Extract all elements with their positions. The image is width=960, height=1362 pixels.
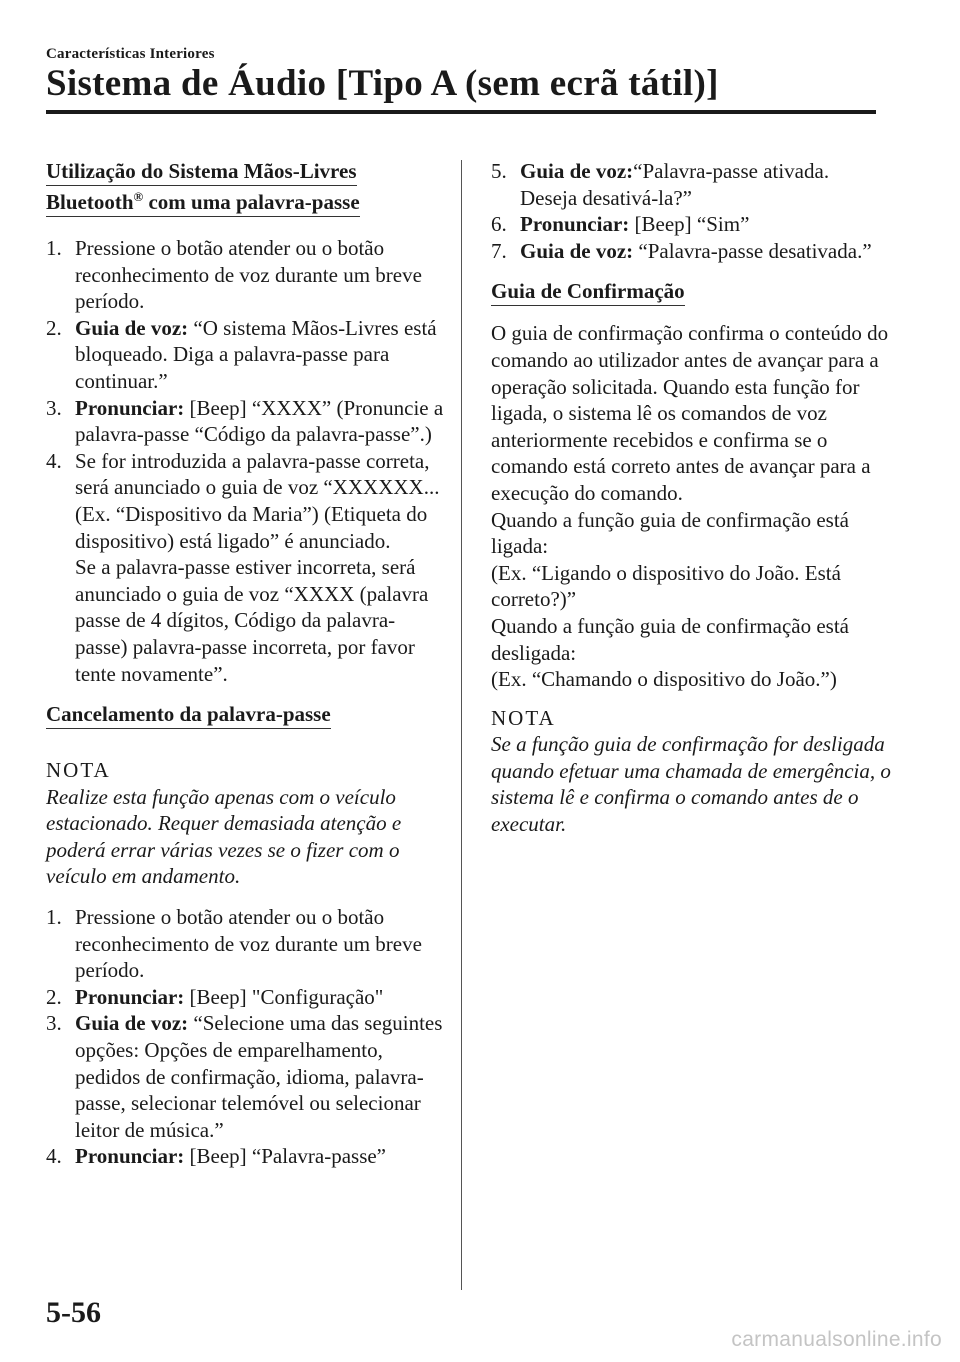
- left-column: [46, 158, 446, 1170]
- cancel-step-2: [46, 984, 446, 1011]
- title-bluetooth: Bluetooth: [46, 190, 134, 214]
- step-number: 1.: [46, 905, 62, 930]
- page-number: 5-56: [46, 1296, 101, 1329]
- step-text: [Beep] “XXXX” (Pronuncie a palavra-passe “Código da palavra-passe”.): [75, 395, 444, 447]
- cancel-step-5: [491, 158, 891, 211]
- cancel-step-3: [46, 1010, 446, 1143]
- step-label: Pronunciar:: [75, 1144, 185, 1169]
- step-text: “Selecione uma das seguintes opções: Opções de emparelhamento, pedidos de confirmação, idioma, palavra-passe, selecionar telemóvel ou selecionar leitor de música.”: [75, 1011, 443, 1142]
- note-text: Realize esta função apenas com o veículo estacionado. Requer demasiada atenção e poderá errar várias vezes se o fizer com o veículo em andamento.: [46, 784, 402, 889]
- step-text: Se for introduzida a palavra-passe correta, será anunciado o guia de voz “XXXXXX... (Ex. “Dispositivo da Maria”) (Etiqueta do dispositivo) está ligado” é anunciado.: [75, 448, 440, 553]
- step-number: 3.: [46, 395, 62, 420]
- step-label: Guia de voz:: [75, 1011, 189, 1036]
- step-2: [46, 315, 446, 395]
- paragraph: Quando a função guia de confirmação está desligada:: [491, 613, 850, 665]
- page-title: Sistema de Áudio [Tipo A (sem ecrã tátil)]: [46, 63, 719, 104]
- note-title: NOTA: [491, 705, 556, 730]
- cancel-step-1: [46, 904, 446, 984]
- column-divider: [461, 160, 462, 1290]
- step-number: 1.: [46, 236, 62, 260]
- watermark: carmanualsonline.info: [731, 1328, 942, 1351]
- step-4: [46, 448, 446, 687]
- paragraph: Quando a função guia de confirmação está ligada:: [491, 507, 850, 559]
- step-number: 2.: [46, 315, 62, 340]
- paragraph: O guia de confirmação confirma o conteúdo do comando ao utilizador antes de avançar para a operação solicitada. Quando esta função for ligada, o sistema lê os comandos de voz anteriormente recebidos e confirma se o comando está correto antes de avançar para a execução do comando.: [491, 321, 889, 505]
- right-column: [491, 158, 891, 838]
- cancel-step-6: [491, 211, 891, 238]
- paragraph: (Ex. “Chamando o dispositivo do João.”): [491, 667, 837, 692]
- step-label: Guia de voz:: [75, 315, 189, 340]
- step-3: [46, 395, 446, 448]
- cancel-step-4: [46, 1143, 446, 1170]
- step-number: 5.: [491, 159, 507, 183]
- section-title-line1: Utilização do Sistema Mãos-Livres: [46, 159, 357, 186]
- step-text: Pressione o botão atender ou o botão reconhecimento de voz durante um breve período.: [75, 905, 422, 983]
- paragraph: (Ex. “Ligando o dispositivo do João. Está correto?)”: [491, 560, 841, 612]
- step-number: 7.: [491, 238, 507, 263]
- step-text: [Beep] “Palavra-passe”: [184, 1144, 387, 1169]
- step-text: “O sistema Mãos-Livres está bloqueado. Diga a palavra-passe para continuar.”: [75, 315, 437, 393]
- step-number: 4.: [46, 1144, 62, 1169]
- note-title: NOTA: [46, 758, 111, 783]
- step-number: 2.: [46, 984, 62, 1009]
- section-title-confirmation: Guia de Confirmação: [491, 279, 685, 306]
- section-title-cancel: Cancelamento da palavra-passe: [46, 702, 331, 729]
- step-4-extra: Se a palavra-passe estiver incorreta, será anunciado o guia de voz “XXXX (palavra passe de 4 dígitos, Código da palavra-passe) palavra-passe incorreta, por favor tente novamente”.: [75, 555, 429, 686]
- step-label: Pronunciar:: [520, 212, 630, 237]
- step-label: Guia de voz:: [520, 159, 634, 183]
- step-text: [Beep] “Sim”: [629, 212, 750, 237]
- step-number: 6.: [491, 212, 507, 237]
- note-text: Se a função guia de confirmação for desligada quando efetuar uma chamada de emergência, o sistema lê e confirma o comando antes de o executar.: [491, 732, 891, 837]
- title-rest: com uma palavra-passe: [143, 190, 360, 214]
- step-1: [46, 235, 446, 315]
- step-text: “Palavra-passe desativada.”: [633, 238, 872, 263]
- step-number: 4.: [46, 448, 62, 473]
- step-label: Pronunciar:: [75, 395, 185, 420]
- cancel-step-7: [491, 238, 891, 265]
- step-number: 3.: [46, 1011, 62, 1036]
- step-label: Guia de voz:: [520, 238, 634, 263]
- step-text: “Palavra-passe ativada. Deseja desativá-la?”: [520, 159, 830, 210]
- step-text: [Beep] "Configuração": [184, 984, 384, 1009]
- section-heading-handsfree: [46, 158, 446, 217]
- step-label: Pronunciar:: [75, 984, 185, 1009]
- chapter-label: Características Interiores: [46, 46, 215, 62]
- section-title-line2: [46, 190, 360, 217]
- step-text: Pressione o botão atender ou o botão reconhecimento de voz durante um breve período.: [75, 236, 422, 314]
- registered-mark: ®: [133, 189, 144, 204]
- header-rule: [46, 110, 876, 114]
